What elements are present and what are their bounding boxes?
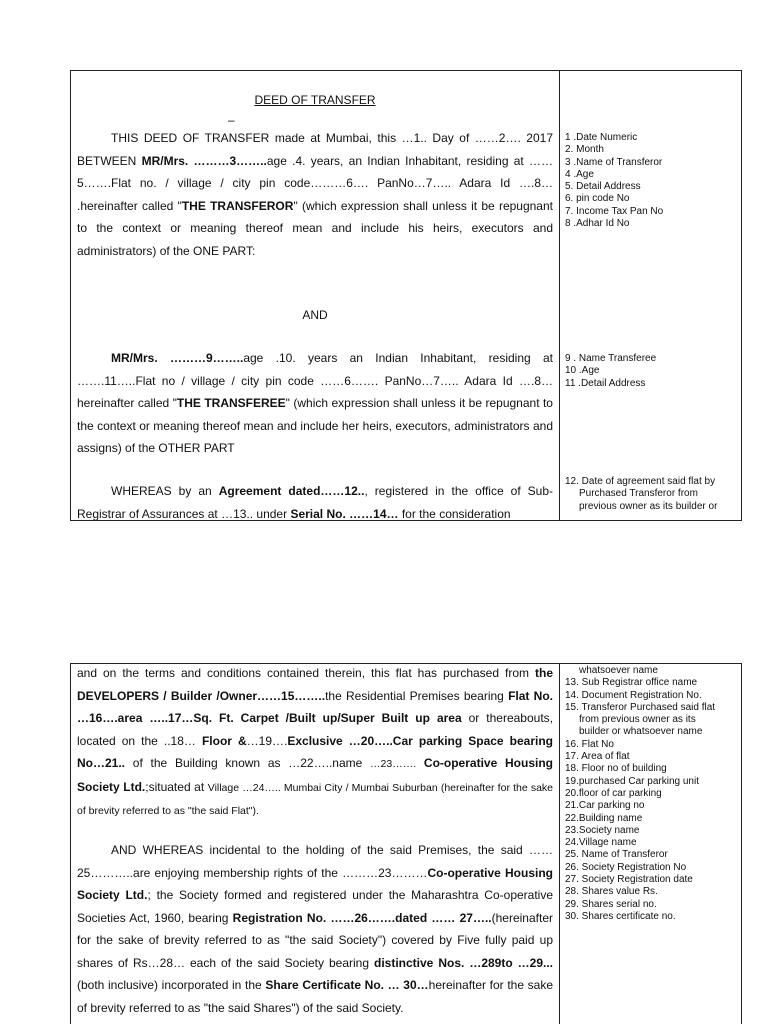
note-item: 30. Shares certificate no. [565,910,676,922]
note-item: 7. Income Tax Pan No [565,205,664,217]
note-item: 21.Car parking no [565,800,645,812]
agreement-paragraph: WHEREAS by an Agreement dated……12.., registered in the office of Sub-Registrar of Assurances at …13.. under Serial No. ……14… for the consideration [77,484,554,521]
agreement-paragraph-container [71,480,559,521]
note-item: 22.Building name [565,812,643,824]
transferor-paragraph: THIS DEED OF TRANSFER made at Mumbai, this …1.. Day of ……2…. 2017 BETWEEN MR/Mrs. ………3……..age .4. years, an Indian Inhabitant, residing at ……5…….Flat no. / village / city pin code………6…. PanNo…7….. Adara Id ….8… .hereinafter called "THE TRANSFEROR" (which expression shall unless it be repugnant to the context or meaning thereof mean and include his heirs, executors and administrators) of the ONE PART: [77,131,553,258]
note-item: 3 .Name of Transferor [565,156,663,168]
notes-transferee [560,353,742,390]
purchase-paragraph-container [71,663,559,823]
note-item: 27. Society Registration date [565,874,693,886]
note-item: 26. Society Registration No [565,861,687,873]
and-separator: AND [302,308,328,322]
notes-agreement [560,476,742,513]
note-item: 28. Shares value Rs. [565,886,658,898]
note-item: 24.Village name [565,837,637,849]
note-item: 5. Detail Address [565,181,641,193]
note-item: 14. Document Registration No. [565,689,702,701]
transferor-paragraph-container [71,127,559,262]
note-item: 11 .Detail Address [565,377,646,389]
society-paragraph-container [71,839,559,1019]
note-item: builder or whatsoever name [579,726,703,738]
notes-transferor [560,132,742,230]
transferee-paragraph-container [71,347,559,460]
note-item: 6. pin code No [565,193,630,205]
purchase-paragraph: and on the terms and conditions contained therein, this flat has purchased from the DEVELOPERS / Builder /Owner……15……..the Residential Premises bearing Flat No. …16….area …..17…Sq. Ft. Carpet /Built up/Super Built up area or thereabouts, located on the ..18… Floor &…19….Exclusive …20…..Car parking Space bearing No…21.. of the Building known as …22…..name …23……. Co-operative Housing Society Ltd.;situated at Village …24….. Mumbai City / Mumbai Suburban (hereinafter for the sake of brevity referred to as "the said Flat"). [77,666,554,817]
notes-property [560,665,742,923]
note-item: 25. Name of Transferor [565,849,668,861]
note-item: 15. Transferor Purchased said flat [565,701,716,713]
note-item: from previous owner as its [579,714,696,726]
note-item: 16. Flat No [565,738,614,750]
deed-page-top-section [70,70,742,521]
note-item: previous owner as its builder or [579,500,718,512]
society-paragraph: AND WHEREAS incidental to the holding of the said Premises, the said …… 25………..are enjoying membership rights of the ………23………Co-operative Housing Society Ltd.; the Society formed and registered under the Maharashtra Co-operative Societies Act, 1960, bearing Registration No. ……26…….dated …… 27…..(hereinafter for the sake of brevity referred to as "the said Society") covered by Five fully paid up shares of Rs…28… each of the said Society bearing distinctive Nos. …289to …29... (both inclusive) incorporated in the Share Certificate No. … 30…hereinafter for the sake of brevity referred to as "the said Shares") of the said Society. [77,843,554,1015]
note-item: 9 . Name Transferee [565,353,657,364]
note-item: whatsoever name [579,665,658,676]
document-title: DEED OF TRANSFER [254,93,376,107]
note-item: 19.purchased Car parking unit [565,775,699,787]
note-item: 23.Society name [565,824,640,836]
note-item: 18. Floor no of building [565,763,667,775]
note-item: 10 .Age [565,365,600,377]
note-item: 4 .Age [565,168,594,180]
note-item: 1 .Date Numeric [565,132,638,143]
deed-page-bottom-section [70,663,742,1024]
note-item: 2. Month [565,144,604,156]
note-item: 12. Date of agreement said flat by [565,476,716,487]
note-item: 8 .Adhar Id No [565,218,630,230]
note-item: 13. Sub Registrar office name [565,677,698,689]
note-item: 17. Area of flat [565,751,630,763]
note-item: 20.floor of car parking [565,787,662,799]
note-item: Purchased Transferor from [579,488,698,500]
transferee-paragraph: MR/Mrs. ………9……..age .10. years an Indian Inhabitant, residing at …….11…..Flat no / village / city pin code ……6……. PanNo…7….. Adara Id ….8… hereinafter called "THE TRANSFEREE" (which expression shall unless it be repugnant to the context or meaning thereof mean and include her heirs, executors, administrators and assigns) of the OTHER PART [77,351,553,455]
note-item: 29. Shares serial no. [565,898,657,910]
title-dash: – [228,113,235,127]
